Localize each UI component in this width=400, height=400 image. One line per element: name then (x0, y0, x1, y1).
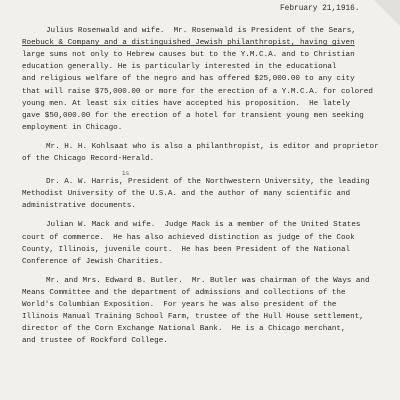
text-line: employment in Chicago. (22, 123, 123, 132)
text-line: of the Chicago Record-Herald. (22, 155, 155, 164)
text-line: Julius Rosenwald and wife. Mr. Rosenwald is President of the Sears, (46, 27, 356, 36)
text-line: Conference of Jewish Charities. (22, 257, 164, 266)
text-line: World's Columbian Exposition. For years he was also president of the (22, 300, 337, 309)
text-line: gave $50,000.00 for the erection of a hotel for transient young men seeking (22, 111, 364, 120)
text-line: Mr. H. H. Kohlsaat who is also a philanthropist, is editor and proprietor (46, 142, 379, 151)
text-line: Methodist University of the U.S.A. and the author of many scientific and (22, 190, 351, 199)
paragraph-butler (22, 275, 398, 348)
paragraph-harris (22, 172, 398, 212)
document-date: February 21,1916. (280, 5, 360, 13)
text-line: Julian W. Mack and wife. Judge Mack is a member of the United States (46, 221, 361, 230)
text-line: and trustee of Rockford College. (22, 337, 168, 346)
text-line: Dr. A. W. Harris, President of the Northwestern University, the leading (46, 178, 370, 187)
paragraph-rosenwald (22, 25, 398, 134)
text-line: that will raise $75,000.00 or more for the erection of a Y.M.C.A. for colored (22, 87, 373, 96)
text-line: Illinois Manual Training School Farm, trustee of the Hull House settlement, (22, 313, 364, 322)
paragraph-mack (22, 219, 398, 267)
text-line: young men. At least six cities have accepted his proposition. He lately (22, 99, 351, 108)
text-line: Means Committee and the department of admissions and collections of the (22, 288, 346, 297)
letter-body (22, 3, 398, 354)
text-line: Mr. and Mrs. Edward B. Butler. Mr. Butler was chairman of the Ways and (46, 276, 370, 285)
paragraph-kohlsaat (22, 141, 398, 165)
text-line: Roebuck & Company and a distinguished Jewish philanthropist, having given (22, 39, 355, 48)
text-line: education generally. He is particularly interested in the educational (22, 63, 337, 72)
text-line: director of the Corn Exchange National Bank. He is a Chicago merchant, (22, 325, 346, 334)
handwritten-insertion: is (122, 170, 130, 178)
text-line: and religious welfare of the negro and has offered $25,000.00 to any city (22, 75, 355, 84)
text-line: large sums not only to Hebrew causes but to the Y.M.C.A. and to Christian (22, 51, 355, 60)
text-line: court of commerce. He has also achieved distinction as judge of the Cook (22, 233, 355, 242)
text-line: County, Illinois, juvenile court. He has been President of the National (22, 245, 351, 254)
text-line: administrative documents. (22, 202, 136, 211)
